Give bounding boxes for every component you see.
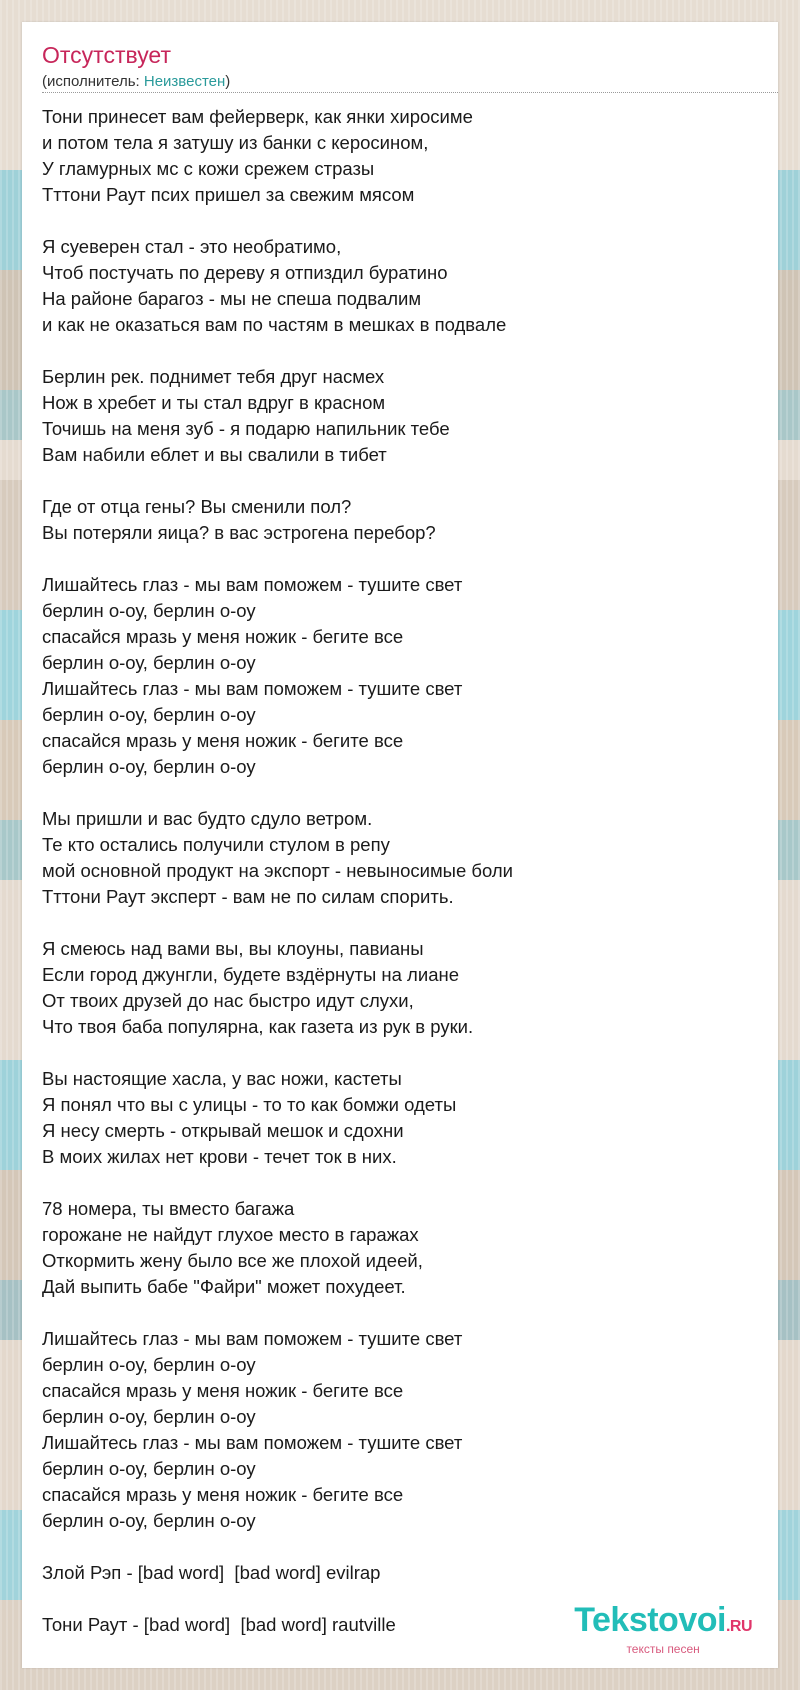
lyrics-line: Лишайтесь глаз - мы вам поможем - тушите свет [42, 1432, 463, 1453]
lyrics-line: Я понял что вы с улицы - то то как бомжи одеты [42, 1094, 457, 1115]
lyrics-line: Вы настоящие хасла, у вас ножи, кастеты [42, 1068, 402, 1089]
lyrics-line: В моих жилах нет крови - течет ток в них. [42, 1146, 397, 1167]
lyrics-line: спасайся мразь у меня ножик - бегите все [42, 1484, 404, 1505]
logo-tld: .RU [725, 1618, 752, 1635]
lyrics-blank-line [42, 546, 513, 572]
lyrics-line: Тони Раут - [bad word] [bad word] rautville [42, 1614, 396, 1635]
lyrics-blank-line [42, 910, 513, 936]
artist-link[interactable]: Неизвестен [143, 73, 226, 90]
artist-line [42, 73, 778, 93]
lyrics-line: Нож в хребет и ты стал вдруг в красном [42, 392, 386, 413]
lyrics-line: берлин о-оу, берлин о-оу [42, 704, 256, 725]
lyrics-card [22, 22, 778, 1668]
lyrics-line: берлин о-оу, берлин о-оу [42, 756, 256, 777]
lyrics-line: Где от отца гены? Вы сменили пол? [42, 496, 352, 517]
lyrics-line: спасайся мразь у меня ножик - бегите все [42, 626, 404, 647]
lyrics-line: Что твоя баба популярна, как газета из рук в руки. [42, 1016, 474, 1037]
lyrics-blank-line [42, 468, 513, 494]
lyrics-blank-line [42, 1040, 513, 1066]
lyrics-line: Тттони Раут эксперт - вам не по силам спорить. [42, 886, 454, 907]
lyrics-line: Те кто остались получили стулом в репу [42, 834, 390, 855]
lyrics-blank-line [42, 780, 513, 806]
lyrics-line: берлин о-оу, берлин о-оу [42, 1354, 256, 1375]
lyrics-line: и потом тела я затушу из банки с керосином, [42, 132, 429, 153]
lyrics-text [42, 104, 513, 1638]
site-logo[interactable] [574, 1603, 752, 1656]
lyrics-line: и как не оказаться вам по частям в мешках в подвале [42, 314, 507, 335]
lyrics-line: берлин о-оу, берлин о-оу [42, 1406, 256, 1427]
lyrics-blank-line [42, 338, 513, 364]
lyrics-line: берлин о-оу, берлин о-оу [42, 600, 256, 621]
lyrics-line: берлин о-оу, берлин о-оу [42, 1510, 256, 1531]
lyrics-line: Лишайтесь глаз - мы вам поможем - тушите свет [42, 574, 463, 595]
song-title: Отсутствует [42, 42, 171, 68]
lyrics-blank-line [42, 1170, 513, 1196]
lyrics-line: мой основной продукт на экспорт - невыносимые боли [42, 860, 513, 881]
lyrics-line: Тони принесет вам фейерверк, как янки хиросиме [42, 106, 473, 127]
lyrics-line: Точишь на меня зуб - я подарю напильник тебе [42, 418, 450, 439]
lyrics-line: Откормить жену было все же плохой идеей, [42, 1250, 423, 1271]
lyrics-line: От твоих друзей до нас быстро идут слухи, [42, 990, 414, 1011]
lyrics-line: спасайся мразь у меня ножик - бегите все [42, 730, 404, 751]
artist-prefix: (исполнитель: [42, 73, 144, 90]
lyrics-line: На районе барагоз - мы не спеша подвалим [42, 288, 422, 309]
logo-name: Tekstovoi [574, 1601, 726, 1639]
logo-tagline: тексты песен [626, 1642, 700, 1656]
lyrics-line: Вы потеряли яица? в вас эстрогена перебор? [42, 522, 436, 543]
lyrics-line: Я смеюсь над вами вы, вы клоуны, павианы [42, 938, 424, 959]
lyrics-line: Лишайтесь глаз - мы вам поможем - тушите свет [42, 678, 463, 699]
lyrics-line: Я несу смерть - открывай мешок и сдохни [42, 1120, 404, 1141]
lyrics-line: Мы пришли и вас будто сдуло ветром. [42, 808, 373, 829]
lyrics-line: Злой Рэп - [bad word] [bad word] evilrap [42, 1562, 381, 1583]
lyrics-line: У гламурных мс с кожи срежем стразы [42, 158, 375, 179]
lyrics-blank-line [42, 1300, 513, 1326]
lyrics-line: Я суеверен стал - это необратимо, [42, 236, 342, 257]
lyrics-line: 78 номера, ты вместо багажа [42, 1198, 295, 1219]
lyrics-line: Чтоб постучать по дереву я отпиздил буратино [42, 262, 448, 283]
lyrics-line: горожане не найдут глухое место в гаражах [42, 1224, 419, 1245]
lyrics-line: берлин о-оу, берлин о-оу [42, 1458, 256, 1479]
artist-suffix: ) [225, 73, 231, 90]
lyrics-line: спасайся мразь у меня ножик - бегите все [42, 1380, 404, 1401]
lyrics-blank-line [42, 208, 513, 234]
logo-wordmark [574, 1603, 752, 1644]
lyrics-line: Дай выпить бабе "Файри" может похудеет. [42, 1276, 406, 1297]
lyrics-line: берлин о-оу, берлин о-оу [42, 652, 256, 673]
lyrics-line: Берлин рек. поднимет тебя друг насмех [42, 366, 385, 387]
lyrics-line: Вам набили еблет и вы свалили в тибет [42, 444, 387, 465]
lyrics-blank-line [42, 1586, 513, 1612]
lyrics-blank-line [42, 1534, 513, 1560]
lyrics-line: Если город джунгли, будете вздёрнуты на лиане [42, 964, 459, 985]
lyrics-line: Тттони Раут псих пришел за свежим мясом [42, 184, 415, 205]
lyrics-line: Лишайтесь глаз - мы вам поможем - тушите свет [42, 1328, 463, 1349]
